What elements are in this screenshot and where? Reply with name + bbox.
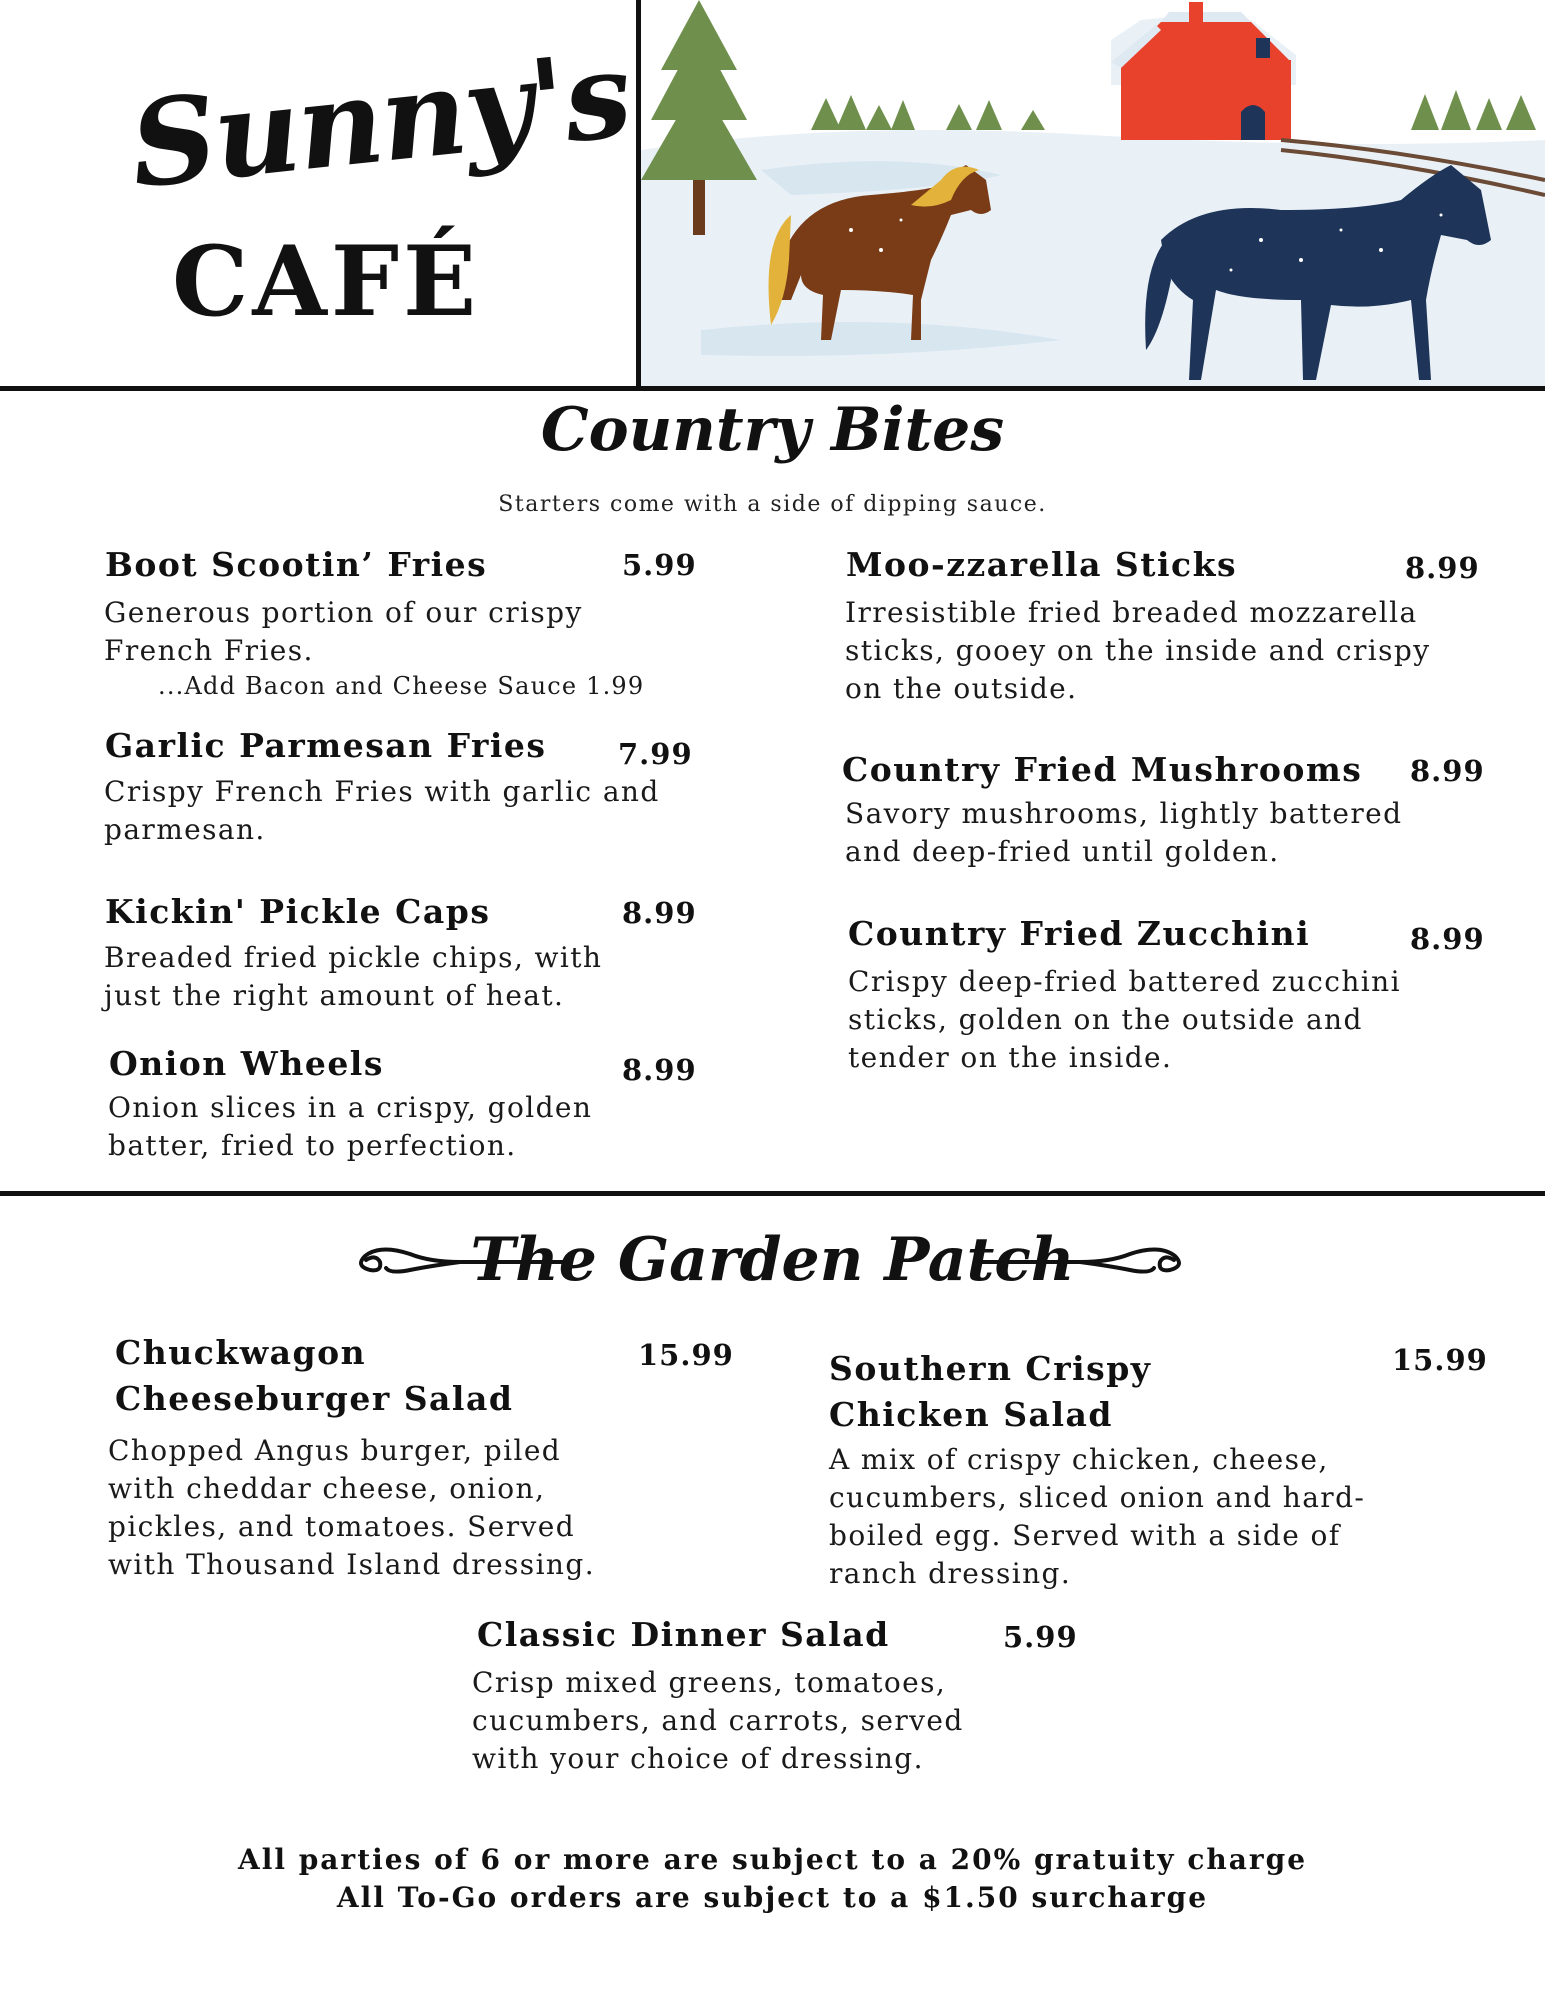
section-title-garden-patch: The Garden Patch — [470, 1225, 1075, 1295]
header-divider-horizontal — [0, 386, 1545, 391]
item-description: Chopped Angus burger, piled with cheddar cheese, onion, pickles, and tomatoes. Served with Thousand Island dressing. — [108, 1434, 595, 1581]
section-divider — [0, 1191, 1545, 1196]
menu-item-garlic-fries: Garlic Parmesan Fries — [105, 726, 547, 765]
item-price: 5.99 — [1003, 1620, 1078, 1654]
menu-item-cheeseburger-salad: Chuckwagon Cheeseburger Salad — [115, 1333, 514, 1418]
item-price: 8.99 — [1405, 551, 1480, 585]
item-price: 8.99 — [622, 896, 697, 930]
item-description: Irresistible fried breaded mozzarella sticks, gooey on the inside and crispy on the outside. — [845, 596, 1431, 705]
item-description: Crispy deep-fried battered zucchini sticks, golden on the outside and tender on the inside. — [848, 965, 1401, 1074]
menu-item-mushrooms: Country Fried Mushrooms — [842, 750, 1363, 789]
brand-script: Sunny's — [124, 24, 636, 215]
menu-item-pickle-caps: Kickin' Pickle Caps — [105, 892, 491, 931]
item-description: A mix of crispy chicken, cheese, cucumbers, sliced onion and hard- boiled egg. Served with a side of ranch dressing. — [829, 1443, 1366, 1590]
section-subtitle: Starters come with a side of dipping sauce. — [498, 492, 1047, 517]
brand-name: CAFÉ — [172, 225, 481, 338]
item-price: 8.99 — [1410, 922, 1485, 956]
item-price: 5.99 — [622, 548, 697, 582]
item-name: Boot Scootin’ Fries — [105, 545, 488, 584]
item-description: Onion slices in a crispy, golden batter, fried to perfection. — [108, 1091, 593, 1162]
item-description: Generous portion of our crispy French Fries. — [104, 596, 583, 667]
winter-farm-illustration — [641, 0, 1545, 386]
footer-togo-note: All To-Go orders are subject to a $1.50 surcharge — [336, 1881, 1209, 1914]
item-price: 8.99 — [622, 1053, 697, 1087]
section-title-country-bites: Country Bites — [540, 395, 1005, 465]
item-description: Crispy French Fries with garlic and parmesan. — [104, 775, 660, 846]
item-description: Savory mushrooms, lightly battered and deep-fried until golden. — [845, 797, 1403, 868]
item-description: Breaded fried pickle chips, with just the right amount of heat. — [104, 941, 603, 1012]
menu-item-moo-sticks: Moo-zzarella Sticks — [846, 545, 1238, 584]
item-description: Crisp mixed greens, tomatoes, cucumbers, and carrots, served with your choice of dressing. — [472, 1666, 964, 1775]
menu-item-zucchini: Country Fried Zucchini — [848, 914, 1311, 953]
menu-item-chicken-salad: Southern Crispy Chicken Salad — [829, 1349, 1152, 1434]
item-price: 15.99 — [638, 1338, 734, 1372]
footer-gratuity-note: All parties of 6 or more are subject to a 20% gratuity charge — [237, 1843, 1308, 1876]
item-price: 8.99 — [1410, 754, 1485, 788]
menu-item-onion-wheels: Onion Wheels — [109, 1044, 384, 1083]
item-price: 15.99 — [1392, 1343, 1488, 1377]
menu-item-boot-fries — [105, 545, 487, 584]
item-price: 7.99 — [618, 737, 693, 771]
menu-item-dinner-salad: Classic Dinner Salad — [477, 1615, 890, 1654]
item-addon: ...Add Bacon and Cheese Sauce 1.99 — [158, 672, 645, 700]
